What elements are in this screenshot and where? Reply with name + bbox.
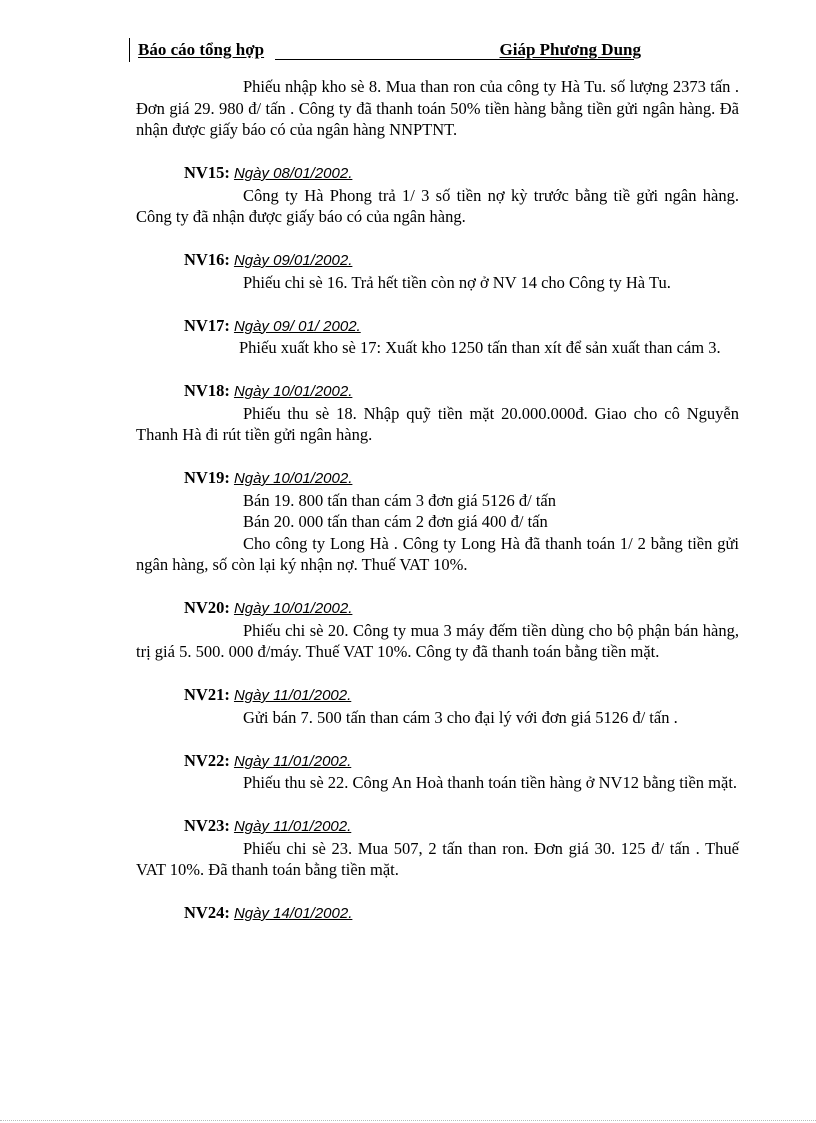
- nv23-text: Phiếu chi sè 23. Mua 507, 2 tấn than ron. Đơn giá 30. 125 đ/ tấn . Thuế VAT 10%. Đã thanh toán bằng tiền mặt.: [136, 838, 739, 879]
- nv23-label: NV23:: [184, 816, 230, 835]
- header-author: Giáp Phương Dung: [499, 40, 641, 59]
- nv16-label: NV16:: [184, 250, 230, 269]
- nv16-text: Phiếu chi sè 16. Trả hết tiền còn nợ ở NV 14 cho Công ty Hà Tu.: [243, 272, 671, 292]
- nv19-line-2: Bán 20. 000 tấn than cám 2 đơn giá 400 đ/ tấn: [243, 512, 548, 531]
- nv15-label: NV15:: [184, 163, 230, 182]
- nv19-heading: [136, 467, 739, 490]
- nv16-heading: [136, 249, 739, 272]
- nv20-label: NV20:: [184, 598, 230, 617]
- nv19-label: NV19:: [184, 468, 230, 487]
- nv17-date: Ngày 09/ 01/ 2002.: [233, 317, 361, 335]
- nv15-text: Công ty Hà Phong trả 1/ 3 số tiền nợ kỳ trước bằng tiề gửi ngân hàng. Công ty đã nhận được giấy báo có của ngân hàng.: [136, 185, 739, 226]
- nv24-label: NV24:: [184, 903, 230, 922]
- nv22-heading: [136, 750, 739, 773]
- nv19-text: Cho công ty Long Hà . Công ty Long Hà đã thanh toán 1/ 2 bằng tiền gửi ngân hàng, số còn lại ký nhận nợ. Thuế VAT 10%.: [136, 533, 739, 574]
- nv20-text: Phiếu chi sè 20. Công ty mua 3 máy đếm tiền dùng cho bộ phận bán hàng, trị giá 5. 500. 000 đ/máy. Thuế VAT 10%. Công ty đã thanh toán bằng tiền mặt.: [136, 620, 739, 661]
- document-body: [136, 76, 739, 925]
- nv24-date: Ngày 14/01/2002.: [233, 905, 353, 922]
- nv23-heading: [136, 815, 739, 838]
- page-bottom-edge: [0, 1120, 816, 1121]
- nv21-heading: [136, 684, 739, 707]
- nv18-date: Ngày 10/01/2002.: [233, 383, 353, 400]
- header-report-title: Báo cáo tổng hợp: [138, 40, 265, 59]
- nv17-label: NV17:: [184, 315, 230, 335]
- nv18-heading: [136, 380, 739, 403]
- nv17-heading: [136, 315, 739, 338]
- nv16-date: Ngày 09/01/2002.: [233, 252, 353, 269]
- page-header: [129, 38, 742, 62]
- nv22-text: Phiếu thu sè 22. Công An Hoà thanh toán tiền hàng ở NV12 bằng tiền mặt.: [243, 773, 738, 792]
- nv20-heading: [136, 597, 739, 620]
- nv15-date: Ngày 08/01/2002.: [233, 165, 353, 182]
- nv22-label: NV22:: [184, 750, 230, 770]
- nv22-date: Ngày 11/01/2002.: [233, 752, 352, 770]
- nv17-text: Phiếu xuất kho sè 17: Xuất kho 1250 tấn than xít để sản xuất than cám 3.: [239, 338, 721, 357]
- nv18-label: NV18:: [184, 381, 230, 400]
- nv18-text: Phiếu thu sè 18. Nhập quỹ tiền mặt 20.000.000đ. Giao cho cô Nguyễn Thanh Hà đi rút tiền gửi ngân hàng.: [136, 403, 739, 444]
- nv21-text: Gửi bán 7. 500 tấn than cám 3 cho đại lý với đơn giá 5126 đ/ tấn .: [243, 707, 678, 727]
- nv20-date: Ngày 10/01/2002.: [233, 600, 353, 617]
- nv23-date: Ngày 11/01/2002.: [233, 818, 352, 835]
- nv19-line-1: Bán 19. 800 tấn than cám 3 đơn giá 5126 đ/ tấn: [243, 490, 557, 510]
- nv19-date: Ngày 10/01/2002.: [233, 470, 353, 487]
- intro-paragraph: Phiếu nhập kho sè 8. Mua than ron của công ty Hà Tu. số lượng 2373 tấn . Đơn giá 29. 980 đ/ tấn . Công ty đã thanh toán 50% tiền hàng bằng tiền gửi ngân hàng. Đã nhận được giấy báo có của ngân hàng NNPTNT.: [136, 77, 739, 139]
- nv21-label: NV21:: [184, 685, 230, 704]
- nv21-date: Ngày 11/01/2002.: [233, 687, 352, 704]
- nv15-heading: [136, 162, 739, 185]
- nv24-heading: [136, 902, 739, 925]
